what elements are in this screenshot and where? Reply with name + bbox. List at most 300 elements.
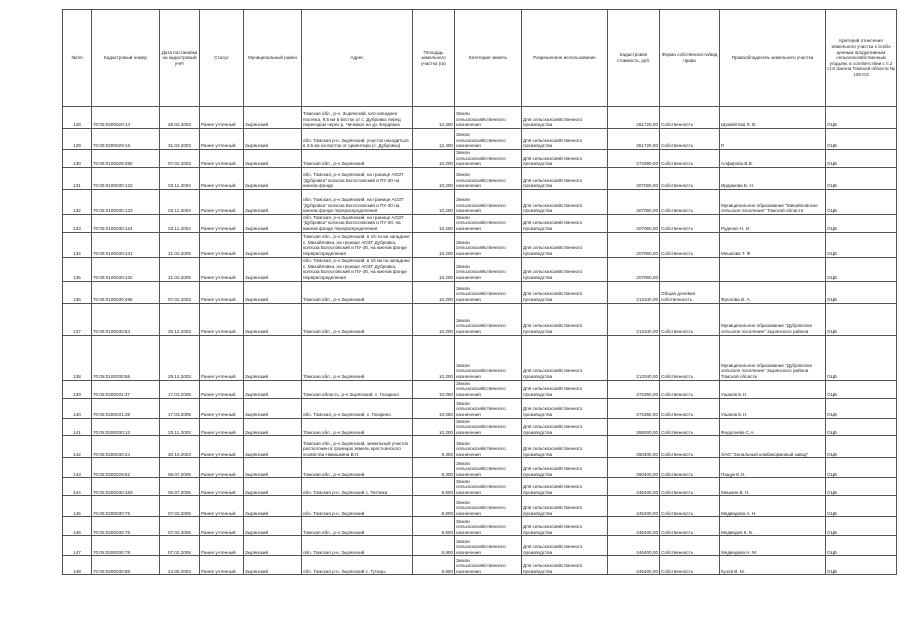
- cell-cadastral-number: 70:05:0100030:466: [92, 281, 160, 303]
- cell-right-holder: Р.: [720, 129, 826, 150]
- cell-registration-date: 06.07.2005: [160, 458, 200, 478]
- cell-permitted-use: Для сельскохозяйственного производства: [522, 478, 608, 496]
- table-row: [63, 536, 897, 556]
- cell-cadastral-value: 260400,00: [608, 436, 660, 458]
- cell-status: Ранее учтенный: [200, 380, 244, 398]
- cell-permitted-use: Для сельскохозяйственного производства: [522, 107, 608, 129]
- cell-number: 137: [63, 303, 92, 335]
- table-row: [63, 496, 897, 517]
- table-row: [63, 232, 897, 257]
- cell-cadastral-number: 70:05:0100030:54: [92, 303, 160, 335]
- cell-registration-date: 29.12.2003: [160, 303, 200, 335]
- cell-land-category: Земли сельскохозяйственного назначения: [455, 167, 522, 189]
- cell-area: 10,200: [413, 257, 455, 281]
- cell-land-category: Земли сельскохозяйственного назначения: [455, 129, 522, 150]
- cell-registration-date: 07.02.2006: [160, 536, 200, 556]
- cell-permitted-use: Для сельскохозяйственного производства: [522, 281, 608, 303]
- col-header-valuable-land-criterion: Критерий отнесения земельного участка к особо ценным продуктивным сельскохозяйственным угодьям, в соответствии с п.2 ст.8 Закона Томской области № 135-ОЗ: [826, 10, 897, 107]
- cell-district: Зырянский: [244, 418, 302, 436]
- cell-status: Ранее учтенный: [200, 232, 244, 257]
- table-row: [63, 214, 897, 232]
- cell-registration-date: 21.02.2005: [160, 232, 200, 257]
- cell-permitted-use: Для сельскохозяйственного производства: [522, 398, 608, 418]
- col-header-status: Статус: [200, 10, 244, 107]
- cell-right-holder: Муниципальное образование "Михайловское сельское поселение" Томской области: [720, 189, 826, 214]
- cell-criterion: ОЦБ: [826, 335, 897, 380]
- cell-land-category: Земли сельскохозяйственного назначения: [455, 303, 522, 335]
- cell-criterion: ОЦБ: [826, 436, 897, 458]
- cell-land-category: Земли сельскохозяйственного назначения: [455, 496, 522, 517]
- cell-area: 10,200: [413, 418, 455, 436]
- cell-area: 12,400: [413, 107, 455, 129]
- cell-area: 8,800: [413, 496, 455, 517]
- cell-number: 148: [63, 556, 92, 575]
- cell-number: 135: [63, 257, 92, 281]
- cell-criterion: ОЦБ: [826, 167, 897, 189]
- cell-ownership-form: Собственность: [660, 517, 720, 536]
- cell-registration-date: 17.03.2005: [160, 398, 200, 418]
- cell-cadastral-value: 207060,00: [608, 232, 660, 257]
- cell-area: 8,800: [413, 478, 455, 496]
- cell-criterion: ОЦБ: [826, 556, 897, 575]
- col-header-registration-date: Дата постановки на кадастровый учёт: [160, 10, 200, 107]
- cell-status: Ранее учтенный: [200, 281, 244, 303]
- cell-permitted-use: Для сельскохозяйственного производства: [522, 418, 608, 436]
- cell-land-category: Земли сельскохозяйственного назначения: [455, 398, 522, 418]
- cell-right-holder: Кузов В. М.: [720, 556, 826, 575]
- cell-criterion: ОЦБ: [826, 281, 897, 303]
- cell-ownership-form: Собственность: [660, 380, 720, 398]
- cell-right-holder: Шумейтова Л. В.: [720, 107, 826, 129]
- col-header-ownership-form: Форма собственности/вид права: [660, 10, 720, 107]
- cell-registration-date: 05.07.2005: [160, 478, 200, 496]
- cell-number: 136: [63, 281, 92, 303]
- cell-status: Ранее учтенный: [200, 189, 244, 214]
- col-header-right-holder: Правообладатель земельного участка: [720, 10, 826, 107]
- cell-land-category: Земли сельскохозяйственного назначения: [455, 418, 522, 436]
- cell-right-holder: Ирдимова Б. Н.: [720, 167, 826, 189]
- cell-status: Ранее учтенный: [200, 214, 244, 232]
- cell-cadastral-value: 286000,00: [608, 418, 660, 436]
- cell-land-category: Земли сельскохозяйственного назначения: [455, 556, 522, 575]
- table-row: [63, 167, 897, 189]
- cell-criterion: ОЦБ: [826, 107, 897, 129]
- cell-status: Ранее учтенный: [200, 478, 244, 496]
- table-row: [63, 150, 897, 168]
- cell-right-holder: Медведева Н. М.: [720, 536, 826, 556]
- table-row: [63, 107, 897, 129]
- cell-ownership-form: Собственность: [660, 150, 720, 168]
- cell-cadastral-number: 70:05:0200030:78: [92, 536, 160, 556]
- table-row: [63, 380, 897, 398]
- cell-land-category: Земли сельскохозяйственного назначения: [455, 517, 522, 536]
- cell-ownership-form: Собственность: [660, 129, 720, 150]
- cell-ownership-form: Собственность: [660, 496, 720, 517]
- cell-land-category: Земли сельскохозяйственного назначения: [455, 281, 522, 303]
- cell-right-holder: ОАО "Зональный комбикормовый завод": [720, 436, 826, 458]
- cell-registration-date: 07.02.2006: [160, 496, 200, 517]
- cell-cadastral-value: 207060,00: [608, 214, 660, 232]
- cell-right-holder: Пащук Е.Н.: [720, 458, 826, 478]
- cell-area: 10,200: [413, 232, 455, 257]
- cell-permitted-use: Для сельскохозяйственного производства: [522, 458, 608, 478]
- cell-cadastral-value: 246400,00: [608, 496, 660, 517]
- cell-criterion: ОЦБ: [826, 536, 897, 556]
- cell-cadastral-number: 70:05:0200029:16: [92, 129, 160, 150]
- cell-right-holder: Медведев К. Б.: [720, 517, 826, 536]
- cell-right-holder: Ушаков Е.Н.: [720, 398, 826, 418]
- cell-area: 8,800: [413, 517, 455, 536]
- cell-cadastral-value: 246400,00: [608, 536, 660, 556]
- cell-permitted-use: Для сельскохозяйственного производства: [522, 556, 608, 575]
- col-header-address: Адрес: [302, 10, 413, 107]
- cell-address: обл. Томская, р-н Зырянский, в 10 км на западнее с. Михайловка, на границе АОЗТ Дубровка, колхоза Богословский и ПУ-30, на южном фонде перераспределения: [302, 257, 413, 281]
- cell-land-category: Земли сельскохозяйственного назначения: [455, 436, 522, 458]
- cell-right-holder: Алфирова В.В.: [720, 150, 826, 168]
- cell-right-holder: Руденко Н. И.: [720, 214, 826, 232]
- cell-area: 8,800: [413, 536, 455, 556]
- cell-permitted-use: Для сельскохозяйственного производства: [522, 232, 608, 257]
- cell-number: 144: [63, 478, 92, 496]
- cell-address: Томская обл., р-н Зырянский: [302, 303, 413, 335]
- cell-registration-date: 07.02.2003: [160, 150, 200, 168]
- cell-status: Ранее учтенный: [200, 418, 244, 436]
- cell-status: Ранее учтенный: [200, 335, 244, 380]
- cell-cadastral-value: 207060,00: [608, 189, 660, 214]
- cell-registration-date: 28.02.2003: [160, 107, 200, 129]
- cell-address: Томская область, р-н Зырянский, с. Гагарино: [302, 380, 413, 398]
- cell-number: 129: [63, 129, 92, 150]
- cell-land-category: Земли сельскохозяйственного назначения: [455, 107, 522, 129]
- table-row: [63, 303, 897, 335]
- cell-cadastral-number: 70:05:0200030:86: [92, 556, 160, 575]
- cell-status: Ранее учтенный: [200, 398, 244, 418]
- cell-area: 10,200: [413, 303, 455, 335]
- cell-address: Томская обл., р-н Зырянский: [302, 517, 413, 536]
- cell-number: 138: [63, 335, 92, 380]
- cell-registration-date: 02.11.2004: [160, 214, 200, 232]
- cell-status: Ранее учтенный: [200, 150, 244, 168]
- table-row: [63, 517, 897, 536]
- table-row: [63, 281, 897, 303]
- cell-cadastral-number: 70:05:0100030:123: [92, 189, 160, 214]
- cell-district: Зырянский: [244, 436, 302, 458]
- cell-district: Зырянский: [244, 303, 302, 335]
- cell-number: 133: [63, 214, 92, 232]
- cell-registration-date: 30.10.2003: [160, 436, 200, 458]
- col-header-area: Площадь земельного участка (га): [413, 10, 455, 107]
- cell-status: Ранее учтенный: [200, 556, 244, 575]
- cell-registration-date: 02.11.2004: [160, 189, 200, 214]
- cell-district: Зырянский: [244, 150, 302, 168]
- cell-status: Ранее учтенный: [200, 517, 244, 536]
- cell-criterion: ОЦБ: [826, 458, 897, 478]
- cell-district: Зырянский: [244, 496, 302, 517]
- cell-cadastral-number: 70:05:0100030:131: [92, 232, 160, 257]
- cell-cadastral-number: 70:05:0100028:380: [92, 150, 160, 168]
- cell-ownership-form: Собственность: [660, 335, 720, 380]
- cell-criterion: ОЦБ: [826, 189, 897, 214]
- col-header-district: Муниципальный район: [244, 10, 302, 107]
- col-header-number: №п/п: [63, 10, 92, 107]
- cell-district: Зырянский: [244, 556, 302, 575]
- cell-ownership-form: Собственность: [660, 418, 720, 436]
- cell-status: Ранее учтенный: [200, 129, 244, 150]
- cell-number: 139: [63, 380, 92, 398]
- cell-district: Зырянский: [244, 167, 302, 189]
- header-row: [63, 10, 897, 107]
- cell-status: Ранее учтенный: [200, 257, 244, 281]
- cell-criterion: ОЦБ: [826, 517, 897, 536]
- cell-address: Томская обл., р-н Зырянский: [302, 418, 413, 436]
- cell-number: 146: [63, 517, 92, 536]
- cell-ownership-form: [660, 257, 720, 281]
- cell-area: 10,200: [413, 150, 455, 168]
- cell-number: 130: [63, 150, 92, 168]
- cell-cadastral-number: 70:05:0200020:14: [92, 107, 160, 129]
- table-row: [63, 418, 897, 436]
- cell-address: Томская обл., р-н. Зырянский, юго-западнее поселка, 9,5 км в восток от с. Дубровка перед переездом через р. Чичкаюл на ур. Бердянка: [302, 107, 413, 129]
- cell-permitted-use: Для сельскохозяйственного производства: [522, 436, 608, 458]
- cell-cadastral-number: 70:05:0200030:24: [92, 436, 160, 458]
- cell-address: обл. Томская р-н. Зырянский: [302, 496, 413, 517]
- cell-cadastral-number: 70:05:0200030:12: [92, 418, 160, 436]
- cell-ownership-form: Собственность: [660, 232, 720, 257]
- cell-address: Томская обл., р-н Зырянский: [302, 281, 413, 303]
- cell-cadastral-value: 246400,00: [608, 556, 660, 575]
- cell-cadastral-value: 207060,00: [608, 167, 660, 189]
- cell-criterion: ОЦБ: [826, 150, 897, 168]
- cell-status: Ранее учтенный: [200, 167, 244, 189]
- cell-permitted-use: Для сельскохозяйственного производства: [522, 536, 608, 556]
- cell-address: обл. Томская, р-н Зырянский, на границе АОЗТ "Дубровка" колхоза Богословский и ПУ-30 на южном фонде перераспределения: [302, 189, 413, 214]
- cell-land-category: Земли сельскохозяйственного назначения: [455, 380, 522, 398]
- cell-criterion: ОЦБ: [826, 398, 897, 418]
- cell-ownership-form: Собственность: [660, 458, 720, 478]
- cell-cadastral-value: 213340,00: [608, 335, 660, 380]
- cell-permitted-use: Для сельскохозяйственного производства: [522, 303, 608, 335]
- table-row: [63, 436, 897, 458]
- cell-criterion: ОЦБ: [826, 496, 897, 517]
- cell-right-holder: Мишкин В. Н.: [720, 478, 826, 496]
- cell-area: 10,050: [413, 398, 455, 418]
- cell-district: Зырянский: [244, 214, 302, 232]
- table-row: [63, 189, 897, 214]
- cell-cadastral-value: 273360,00: [608, 398, 660, 418]
- cell-permitted-use: Для сельскохозяйственного производства: [522, 380, 608, 398]
- cell-land-category: Земли сельскохозяйственного назначения: [455, 189, 522, 214]
- col-header-land-category: Категория земель: [455, 10, 522, 107]
- cell-district: Зырянский: [244, 232, 302, 257]
- cell-status: Ранее учтенный: [200, 303, 244, 335]
- cell-area: 8,800: [413, 556, 455, 575]
- table-row: [63, 458, 897, 478]
- cell-status: Ранее учтенный: [200, 496, 244, 517]
- cell-area: 10,200: [413, 281, 455, 303]
- cell-permitted-use: Для сельскохозяйственного производства: [522, 517, 608, 536]
- cell-cadastral-value: 213340,00: [608, 303, 660, 335]
- cell-right-holder: Муниципальное образование "Дубровское сельское поселение" Зырянского района Томской области: [720, 335, 826, 380]
- cell-registration-date: 20.11.2003: [160, 418, 200, 436]
- cell-ownership-form: Собственность: [660, 478, 720, 496]
- cell-ownership-form: Собственность: [660, 107, 720, 129]
- land-plots-register-table: [62, 9, 897, 575]
- cell-address: Томская обл., р-н Зырянский: [302, 335, 413, 380]
- cell-criterion: ОЦБ: [826, 214, 897, 232]
- cell-number: 143: [63, 458, 92, 478]
- cell-cadastral-number: 70:05:0100030:132: [92, 257, 160, 281]
- cell-cadastral-value: 213340,00: [608, 281, 660, 303]
- table-row: [63, 478, 897, 496]
- table-header: [63, 10, 897, 107]
- cell-registration-date: 29.12.2003: [160, 335, 200, 380]
- cell-area: 10,200: [413, 214, 455, 232]
- table-row: [63, 257, 897, 281]
- cell-address: обл. Томская р-н. Зырянский, участок находиться в 3,5 км на восток от ориентира (с. Дубровка): [302, 129, 413, 150]
- cell-permitted-use: Для сельскохозяйственного производства: [522, 150, 608, 168]
- cell-criterion: ОЦБ: [826, 303, 897, 335]
- cell-address: Томская обл., р-н Зырянский: [302, 150, 413, 168]
- cell-cadastral-value: 251720,00: [608, 129, 660, 150]
- cell-ownership-form: Собственность: [660, 167, 720, 189]
- table-row: [63, 129, 897, 150]
- cell-registration-date: 24.05.2004: [160, 556, 200, 575]
- cell-district: Зырянский: [244, 458, 302, 478]
- cell-permitted-use: Для сельскохозяйственного производства: [522, 257, 608, 281]
- cell-address: обл. Томская р-н. Зырянский с. Титовка: [302, 478, 413, 496]
- cell-land-category: Земли сельскохозяйственного назначения: [455, 232, 522, 257]
- cell-district: Зырянский: [244, 129, 302, 150]
- cell-cadastral-value: 246400,00: [608, 478, 660, 496]
- cell-permitted-use: Для сельскохозяйственного производства: [522, 496, 608, 517]
- cell-ownership-form: Собственность: [660, 556, 720, 575]
- cell-permitted-use: Для сельскохозяйственного производства: [522, 167, 608, 189]
- cell-criterion: ОЦБ: [826, 129, 897, 150]
- cell-district: Зырянский: [244, 335, 302, 380]
- cell-land-category: Земли сельскохозяйственного назначения: [455, 536, 522, 556]
- table-body: [63, 107, 897, 575]
- cell-criterion: ОЦБ: [826, 418, 897, 436]
- cell-number: 145: [63, 496, 92, 517]
- cell-criterion: ОЦБ: [826, 232, 897, 257]
- cell-cadastral-value: 273360,00: [608, 380, 660, 398]
- cell-status: Ранее учтенный: [200, 536, 244, 556]
- cell-cadastral-value: 251720,00: [608, 107, 660, 129]
- cell-address: Томская обл., р-н Зырянский, в 10-ти км западнее с. Михайловка, на границе АОЗТ Дубровка, колхоза Богословский и ПУ-30, на южном фонде перераспределения: [302, 232, 413, 257]
- cell-land-category: Земли сельскохозяйственного назначения: [455, 458, 522, 478]
- cell-registration-date: 21.02.2005: [160, 257, 200, 281]
- cell-land-category: Земли сельскохозяйственного назначения: [455, 214, 522, 232]
- cell-right-holder: Медведева А. Н.: [720, 496, 826, 517]
- cell-right-holder: Мешкова Т. Ф.: [720, 232, 826, 257]
- cell-district: Зырянский: [244, 380, 302, 398]
- cell-cadastral-value: 273390,00: [608, 150, 660, 168]
- cell-number: 132: [63, 189, 92, 214]
- cell-area: 10,200: [413, 167, 455, 189]
- cell-address: Томская обл., р-н Зырянский: [302, 458, 413, 478]
- table-row: [63, 556, 897, 575]
- cell-right-holder: Ушаков Е.Н.: [720, 380, 826, 398]
- cell-criterion: ОЦБ: [826, 478, 897, 496]
- cell-ownership-form: Собственность: [660, 303, 720, 335]
- cell-cadastral-value: 246400,00: [608, 517, 660, 536]
- cell-permitted-use: Для сельскохозяйственного производства: [522, 335, 608, 380]
- cell-number: 128: [63, 107, 92, 129]
- cell-cadastral-number: 70:05:0100030:122: [92, 167, 160, 189]
- cell-cadastral-number: 70:05:0100030:55: [92, 335, 160, 380]
- cell-district: Зырянский: [244, 398, 302, 418]
- cell-address: обл. Томская, р-н Зырянский, на границе АОЗТ "Дубровка" колхоза Богословский и ПУ-30 на южном фонде: [302, 167, 413, 189]
- cell-ownership-form: Собственность: [660, 536, 720, 556]
- cell-permitted-use: Для сельскохозяйственного производства: [522, 189, 608, 214]
- cell-registration-date: 17.03.2005: [160, 380, 200, 398]
- cell-address: Томская обл., р-н Зырянский, земельный участок расположен в границах земель крестьянского хозяйства Никишкина В.Н.: [302, 436, 413, 458]
- cell-number: 134: [63, 232, 92, 257]
- cell-district: Зырянский: [244, 107, 302, 129]
- cell-right-holder: Муниципальное образование "Дубровское сельское поселение" Зырянского района: [720, 303, 826, 335]
- cell-district: Зырянский: [244, 478, 302, 496]
- cell-area: 12,400: [413, 129, 455, 150]
- cell-cadastral-number: 70:05:0200031:38: [92, 398, 160, 418]
- table-row: [63, 398, 897, 418]
- cell-permitted-use: Для сельскохозяйственного производства: [522, 129, 608, 150]
- cell-ownership-form: Собственность: [660, 189, 720, 214]
- cell-cadastral-value: 260400,00: [608, 458, 660, 478]
- cell-criterion: ОЦБ: [826, 380, 897, 398]
- cell-registration-date: 07.02.2006: [160, 517, 200, 536]
- cell-ownership-form: Собственность: [660, 214, 720, 232]
- cell-number: 147: [63, 536, 92, 556]
- cell-land-category: Земли сельскохозяйственного назначения: [455, 335, 522, 380]
- table-row: [63, 335, 897, 380]
- cell-cadastral-number: 70:05:0200029:62: [92, 458, 160, 478]
- cell-land-category: Земли сельскохозяйственного назначения: [455, 150, 522, 168]
- cell-address: обл. Томская р-н. Зырянский: [302, 536, 413, 556]
- cell-registration-date: 02.11.2004: [160, 167, 200, 189]
- cell-district: Зырянский: [244, 189, 302, 214]
- cell-cadastral-number: 70:05:0100030:124: [92, 214, 160, 232]
- cell-cadastral-number: 70:05:0200030:76: [92, 517, 160, 536]
- col-header-cadastral-number: Кадастровый номер: [92, 10, 160, 107]
- cell-cadastral-value: 207060,00: [608, 257, 660, 281]
- cell-ownership-form: Собственность: [660, 398, 720, 418]
- cell-permitted-use: Для сельскохозяйственного производства: [522, 214, 608, 232]
- cell-number: 141: [63, 418, 92, 436]
- cell-district: Зырянский: [244, 281, 302, 303]
- cell-registration-date: 31.03.2003: [160, 129, 200, 150]
- cell-number: 140: [63, 398, 92, 418]
- cell-district: Зырянский: [244, 257, 302, 281]
- cell-address: обл. Томская, р-н Зырянский, с. Гагарино: [302, 398, 413, 418]
- cell-status: Ранее учтенный: [200, 436, 244, 458]
- cell-address: обл. Томская р-н. Зырянский с. Гутицы: [302, 556, 413, 575]
- cell-cadastral-number: 70:05:0200030:163: [92, 478, 160, 496]
- cell-area: 10,050: [413, 380, 455, 398]
- cell-address: обл. Томская, р-н Зырянский, на границе АОЗТ "Дубровка" колхоза Богословский и ПУ-30, на южном фонде перераспределения: [302, 214, 413, 232]
- cell-registration-date: 07.02.2003: [160, 281, 200, 303]
- cell-right-holder: Федосеева С.А.: [720, 418, 826, 436]
- cell-ownership-form: Общая долевая собственность: [660, 281, 720, 303]
- cell-status: Ранее учтенный: [200, 458, 244, 478]
- col-header-permitted-use: Разрешенное использование: [522, 10, 608, 107]
- cell-cadastral-number: 70:05:0200031:37: [92, 380, 160, 398]
- cell-land-category: Земли сельскохозяйственного назначения: [455, 478, 522, 496]
- cell-status: Ранее учтенный: [200, 107, 244, 129]
- cell-number: 142: [63, 436, 92, 458]
- cell-criterion: ОЦБ: [826, 257, 897, 281]
- cell-cadastral-number: 70:05:0200030:75: [92, 496, 160, 517]
- cell-area: 10,200: [413, 189, 455, 214]
